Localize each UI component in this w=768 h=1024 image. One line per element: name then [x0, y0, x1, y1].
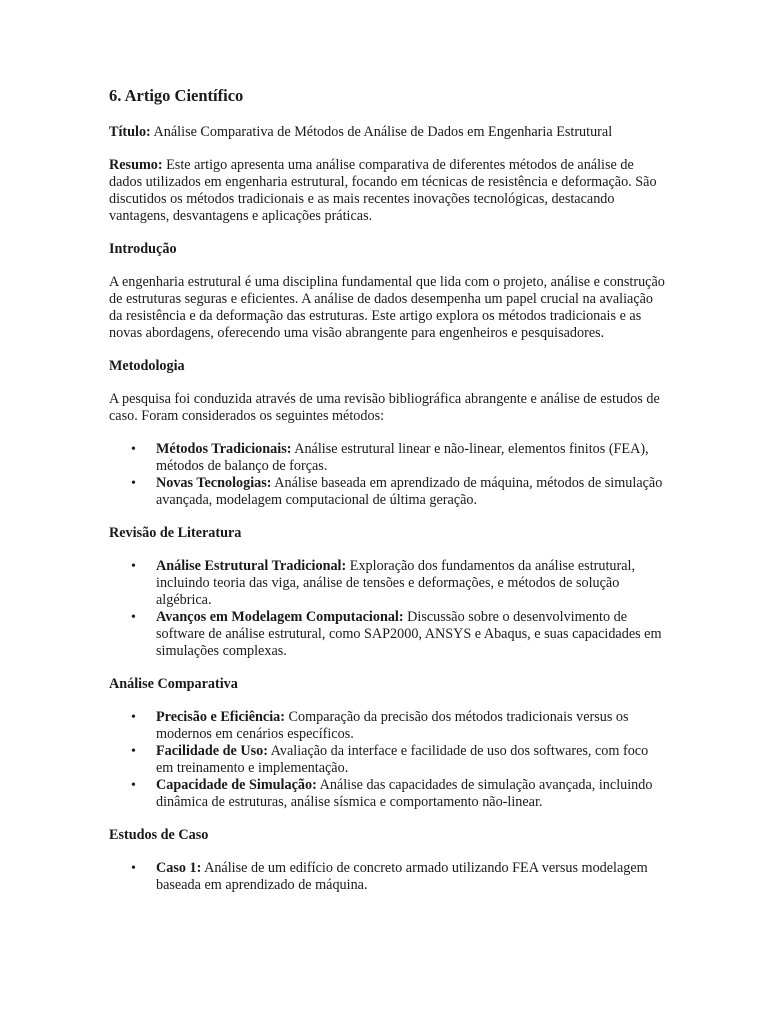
list-item-label: Avanços em Modelagem Computacional:: [156, 609, 404, 625]
list-item: [109, 709, 669, 743]
comparative-analysis-list: [109, 709, 669, 811]
list-item-label: Capacidade de Simulação:: [156, 777, 317, 793]
list-item-label: Precisão e Eficiência:: [156, 709, 285, 725]
list-item-text: Comparação da precisão dos métodos tradicionais versus os modernos em cenários específicos.: [156, 709, 629, 742]
list-item-label: Novas Tecnologias:: [156, 475, 272, 491]
list-item-text: Análise estrutural linear e não-linear, elementos finitos (FEA), métodos de balanço de forças.: [156, 441, 649, 474]
title-label: Título:: [109, 124, 151, 140]
list-item: [109, 743, 669, 777]
list-item-text: Análise baseada em aprendizado de máquina, métodos de simulação avançada, modelagem computacional de última geração.: [156, 475, 663, 508]
abstract-text: Este artigo apresenta uma análise comparativa de diferentes métodos de análise de dados utilizados em engenharia estrutural, focando em técnicas de resistência e deformação. São discutidos os métodos tradicionais e as mais recentes inovações tecnológicas, destacando vantagens, desvantagens e aplicações práticas.: [109, 157, 657, 224]
list-item: [109, 777, 669, 811]
list-item-text: Avaliação da interface e facilidade de uso dos softwares, com foco em treinamento e implementação.: [156, 743, 649, 776]
methodology-list: [109, 441, 669, 509]
list-item-label: Métodos Tradicionais:: [156, 441, 292, 457]
document-page: [109, 86, 669, 910]
list-item-text: Análise de um edifício de concreto armado utilizando FEA versus modelagem baseada em aprendizado de máquina.: [156, 860, 648, 893]
introduction-text: A engenharia estrutural é uma disciplina fundamental que lida com o projeto, análise e construção de estruturas seguras e eficientes. A análise de dados desempenha um papel crucial na avaliação da resistência e da deformação das estruturas. Este artigo explora os métodos tradicionais e as novas abordagens, oferecendo uma visão abrangente para engenheiros e pesquisadores.: [109, 274, 665, 341]
literature-review-heading: Revisão de Literatura: [109, 525, 242, 541]
methodology-heading: Metodologia: [109, 358, 185, 374]
title-text: Análise Comparativa de Métodos de Análise de Dados em Engenharia Estrutural: [150, 124, 613, 140]
comparative-analysis-heading: Análise Comparativa: [109, 676, 238, 692]
case-studies-list: [109, 860, 669, 894]
literature-review-list: [109, 558, 669, 660]
list-item-text: Discussão sobre o desenvolvimento de software de análise estrutural, como SAP2000, ANSYS e Abaqus, e suas capacidades em simulações complexas.: [156, 609, 662, 659]
list-item-text: Exploração dos fundamentos da análise estrutural, incluindo teoria das viga, análise de tensões e deformações, e métodos de solução algébrica.: [156, 558, 636, 608]
list-item-label: Análise Estrutural Tradicional:: [156, 558, 347, 574]
list-item: [109, 609, 669, 660]
list-item-text: Análise das capacidades de simulação avançada, incluindo dinâmica de estruturas, análise sísmica e comportamento não-linear.: [156, 777, 653, 810]
methodology-text: A pesquisa foi conduzida através de uma revisão bibliográfica abrangente e análise de estudos de caso. Foram considerados os seguintes métodos:: [109, 391, 660, 424]
list-item: [109, 441, 669, 475]
article-abstract: [109, 157, 669, 225]
introduction-heading: Introdução: [109, 241, 177, 257]
abstract-label: Resumo:: [109, 157, 163, 173]
list-item: [109, 475, 669, 509]
list-item: [109, 860, 669, 894]
list-item-label: Facilidade de Uso:: [156, 743, 268, 759]
list-item: [109, 558, 669, 609]
article-section-heading: 6. Artigo Científico: [109, 86, 244, 105]
case-studies-heading: Estudos de Caso: [109, 827, 209, 843]
list-item-label: Caso 1:: [156, 860, 202, 876]
article-title: [109, 124, 669, 141]
